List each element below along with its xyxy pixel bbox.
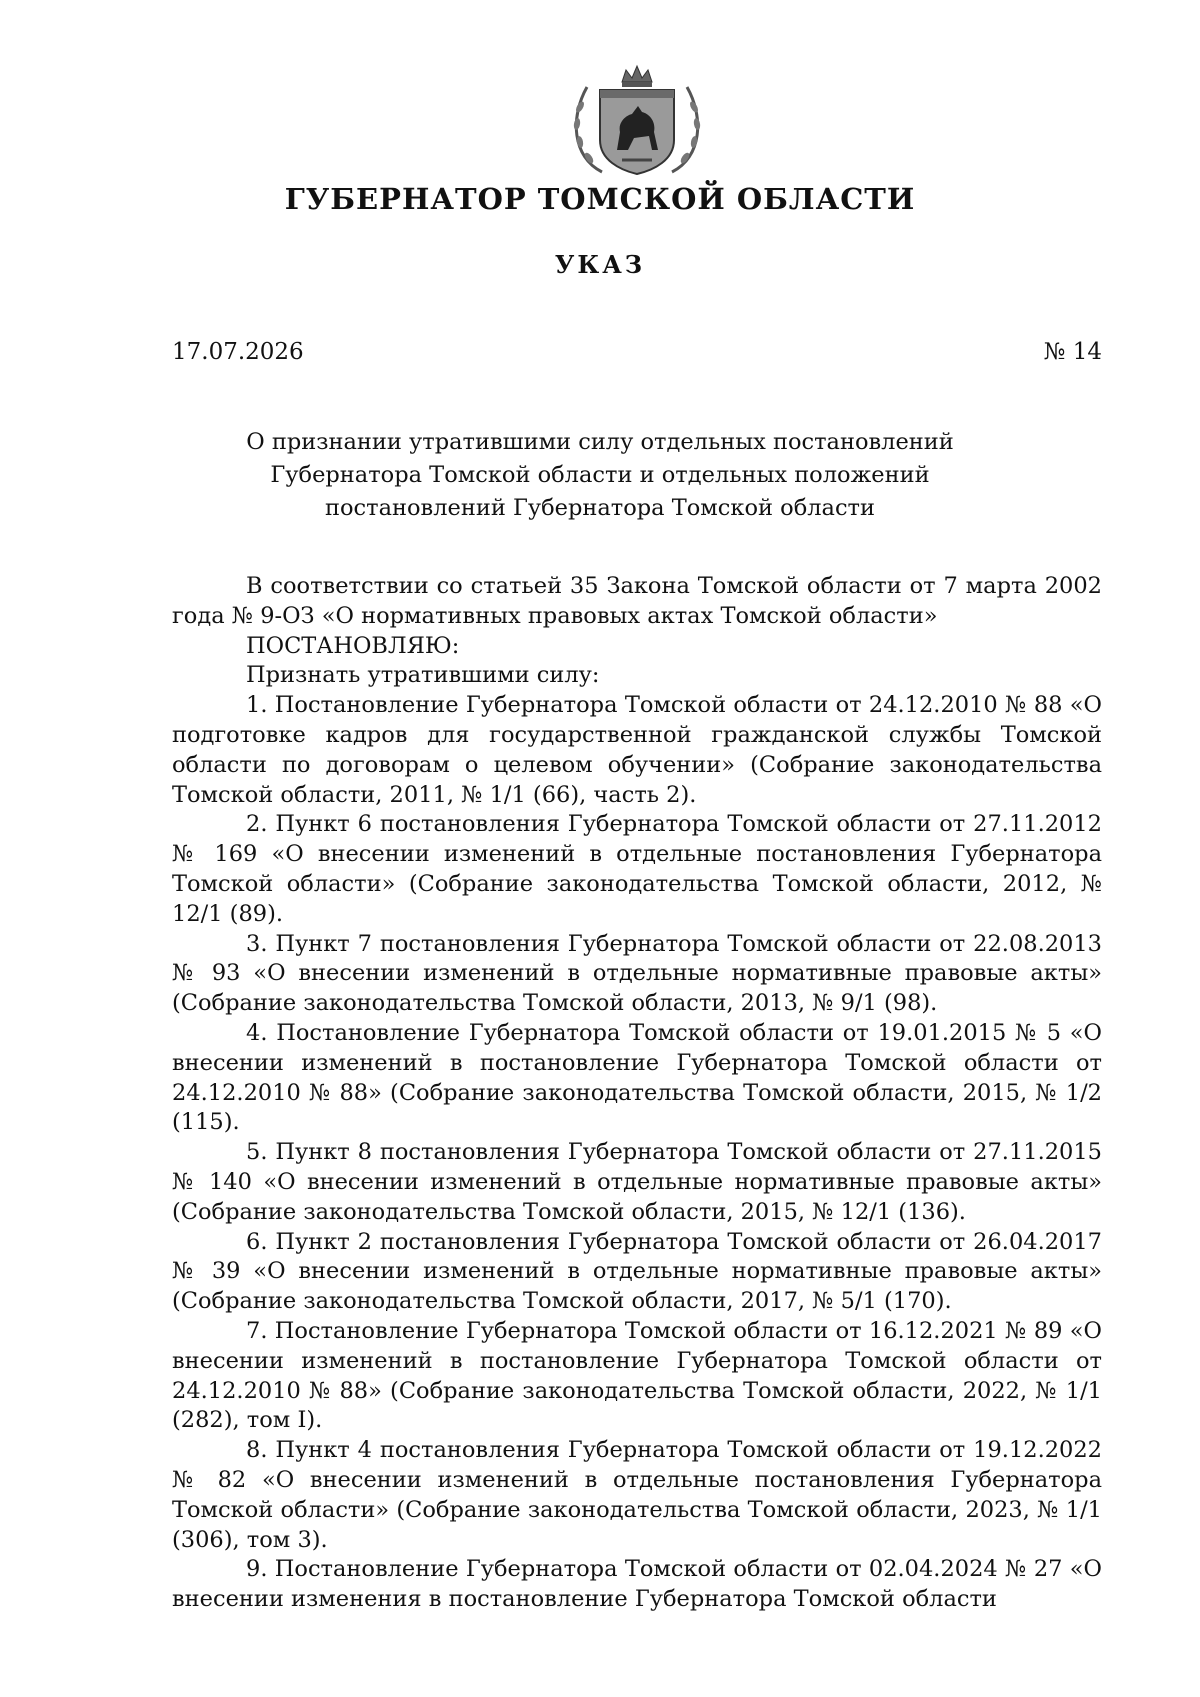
- document-number: № 14: [1043, 339, 1102, 365]
- document-date: 17.07.2026: [172, 339, 304, 365]
- list-item: 4. Постановление Губернатора Томской области от 19.01.2015 № 5 «О внесении изменений в постановление Губернатора Томской области от 24.12.2010 № 88» (Собрание законодательства Томской области, 2015, № 1/2 (115).: [172, 1019, 1102, 1136]
- document-title: [200, 426, 1000, 525]
- title-line: постановлений Губернатора Томской области: [325, 495, 875, 521]
- title-line: О признании утратившими силу отдельных постановлений: [246, 429, 954, 455]
- items-intro: Признать утратившими силу:: [246, 662, 600, 689]
- document-type: УКАЗ: [554, 250, 646, 279]
- list-item: 6. Пункт 2 постановления Губернатора Томской области от 26.04.2017 № 39 «О внесении изменений в отдельные нормативные правовые акты» (Собрание законодательства Томской области, 2017, № 5/1 (170).: [172, 1228, 1102, 1315]
- document-body: [172, 572, 1102, 1615]
- list-item: 9. Постановление Губернатора Томской области от 02.04.2024 № 27 «О внесении изменения в постановление Губернатора Томской области: [172, 1556, 1102, 1613]
- title-line: Губернатора Томской области и отдельных положений: [270, 462, 930, 488]
- list-item: 7. Постановление Губернатора Томской области от 16.12.2021 № 89 «О внесении изменений в постановление Губернатора Томской области от 24.12.2010 № 88» (Собрание законодательства Томской области, 2022, № 1/1 (282), том I).: [172, 1317, 1102, 1434]
- list-item: 8. Пункт 4 постановления Губернатора Томской области от 19.12.2022 № 82 «О внесении изменений в отдельные постановления Губернатора Томской области» (Собрание законодательства Томской области, 2023, № 1/1 (306), том 3).: [172, 1437, 1102, 1553]
- issuing-authority: ГУБЕРНАТОР ТОМСКОЙ ОБЛАСТИ: [284, 182, 916, 216]
- decree-word: ПОСТАНОВЛЯЮ:: [246, 632, 460, 659]
- preamble: В соответствии со статьей 35 Закона Томской области от 7 марта 2002 года № 9-ОЗ «О нормативных правовых актах Томской области»: [172, 573, 1102, 629]
- list-item: 2. Пункт 6 постановления Губернатора Томской области от 27.11.2012 № 169 «О внесении изменений в отдельные постановления Губернатора Томской области» (Собрание законодательства Томской области, 2012, № 12/1 (89).: [172, 811, 1102, 927]
- list-item: 1. Постановление Губернатора Томской области от 24.12.2010 № 88 «О подготовке кадров для государственной гражданской службы Томской области по договорам о целевом обучении» (Собрание законодательства Томской области, 2011, № 1/1 (66), часть 2).: [172, 692, 1102, 808]
- list-item: 5. Пункт 8 постановления Губернатора Томской области от 27.11.2015 № 140 «О внесении изменений в отдельные нормативные правовые акты» (Собрание законодательства Томской области, 2015, № 12/1 (136).: [172, 1139, 1102, 1225]
- list-item: 3. Пункт 7 постановления Губернатора Томской области от 22.08.2013 № 93 «О внесении изменений в отдельные нормативные правовые акты» (Собрание законодательства Томской области, 2013, № 9/1 (98).: [172, 930, 1102, 1017]
- coat-of-arms-emblem: [562, 62, 712, 180]
